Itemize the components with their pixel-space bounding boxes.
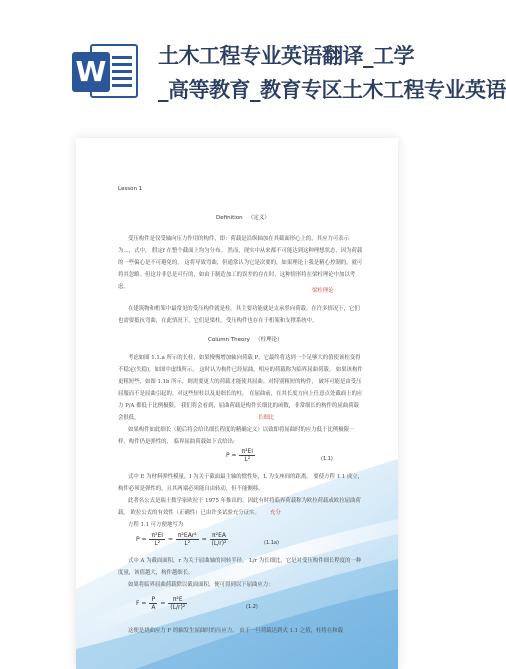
paragraph-modulus: 式中 E 为材料弹性模量，I 为关于截面最主轴的惯性矩，L 为支座间的距离。 要使方程 1.1 成立，构件必须是弹性的，且其两端必须能自由转动，但不能侧移。 (118, 474, 364, 492)
paragraph-euler: 此著名公式是瑞士数学家欧拉于 1975 年推出的。因此有时将临界荷载称为欧拉荷载或欧拉屈曲荷载。 欧拉公式的有效性（正确性）已由许多试验充分证实。 (118, 498, 361, 516)
lesson-heading: Lesson 1 (118, 186, 143, 192)
equation-1-2-number: (1.2) (246, 604, 258, 610)
page-title-line-1: 土木工程专业英语翻译_工学 (158, 44, 414, 68)
paragraph-columns: 在建筑物和桁架中最常见的受压构件就是柱。其主要功能就是支承竖向荷载。在许多情况下，它们也需要抵抗弯曲，在此情况下，它们是梁柱。受压构件也存在于桁架和支撑系统中。 (118, 306, 360, 324)
highlight-beam-column: 梁柱理论 (312, 288, 334, 294)
equation-1-1a: P = $\frac{\text{π²EI}}{\text{L²}}$ = $\frac{\text{π²EAr²}}{\text{L²}}$ = $\frac{\text{π²EA}}{\text{(L/r)²}}$ (136, 532, 227, 547)
paragraph-elastic: 如果构件如此细长（随后将会给出细长程度的精确定义）以致即将屈曲时的应力低于比例极限一样，构件仍是弹性的， 临界屈曲荷载如下式给出: (118, 427, 355, 445)
document-preview[interactable] (76, 138, 398, 669)
highlight-fully: 充分 (270, 510, 281, 516)
section-column-theory-heading: Column Theory （柱理论） (208, 337, 283, 343)
paragraph-long-column: 考虑如图 1.1.a 所示的长柱，如果慢慢增加轴向荷载 P，它最终将达到一个足够大的值使该柱变得不稳定(失稳)。如图中虚线所示， 这时认为构件已经屈曲，相应的荷载称为临界屈曲荷载。 如果该构件更粗短些，如图 1.1b 所示，则需要更大的荷载才能使其屈曲。对特别粗短的构件， 破坏可能是由受压屈服而不是屈曲引起的。对这些短柱以及更细长的柱， 在屈曲前，在其长度方向上任意点处截面上的应力 P/A 都低于比例极限。 我们将会看到，屈曲荷载是构件长细比的函数，非常细长的构件的屈曲荷载会很低。 (118, 355, 363, 421)
equation-1-1-number: (1.1) (321, 456, 333, 462)
section-definition-heading: Definition （定义） (216, 215, 270, 221)
equation-1-2: F = $\frac{P}{A}$ = $\frac{\text{π²E}}{\text{(L/r)²}}$ (136, 596, 186, 611)
word-letter: W (72, 52, 110, 92)
paragraph-rewrite: 方程 1.1 可方便地写为 (128, 522, 184, 528)
highlight-slenderness: 长细比 (258, 415, 275, 421)
page-title-line-2: _高等教育_教育专区土木工程专业英语 (158, 78, 506, 102)
paragraph-compressive-stress: 这便是挠曲应力 F 的轴发生屈曲时的压应力， 由于一旦荷载达到式 1.1 之值，柱将在和载 (128, 628, 343, 634)
word-document-icon (68, 38, 142, 102)
header (0, 0, 506, 125)
paragraph-definition: 受压构件是仅受轴向压力作用的构件，即：荷载是沿纵轴加在其截面形心上的，其应力可表示为…，式中， 假定f 在整个截面上均匀分布。 然而，现实中从来都不可能达到这种理想状态，因为荷载的一些偏心是不可避免的。 这将导致弯曲，但通常认为它是次要的，如果理论上我是精心控制的，就可将其忽略。但这并非总是可行的，如由于制造加工的误差的存在时，这种情形将在梁柱理论中加以考虑。 (118, 236, 363, 290)
paragraph-slenderness-ratio: 式中 A 为截面面积，r 为关于屈曲轴的回转半径。 L/r 为长细比，它是对受压构件细长程度的一种度量，该值越大，构件越细长。 (118, 558, 362, 576)
equation-1-1: P = $\frac{\text{π²EI}}{\text{L²}}$ (226, 448, 254, 463)
paragraph-buckling-stress: 如果将临界屈曲荷载除以截面面积，便可得到以下屈曲应力： (128, 582, 274, 588)
equation-1-1a-number: (1.1a) (264, 540, 279, 546)
